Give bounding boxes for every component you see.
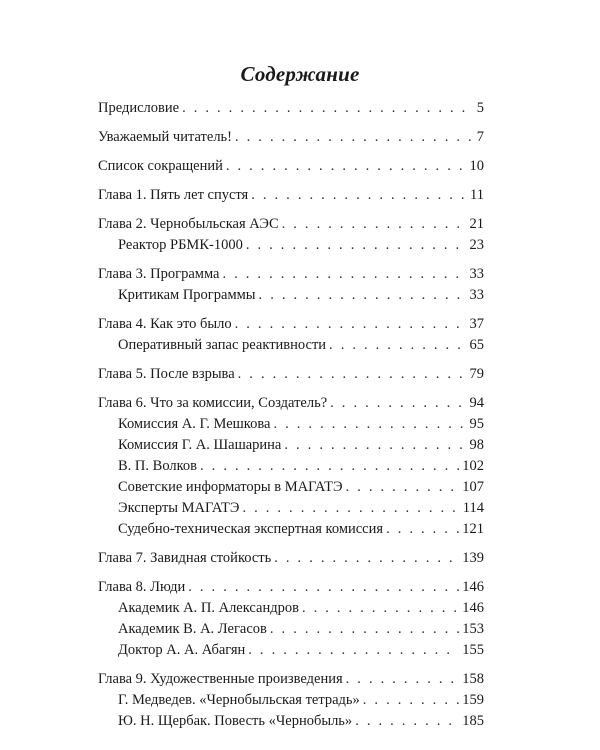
toc-page-number: 153 bbox=[462, 621, 484, 637]
toc-group bbox=[98, 393, 484, 540]
toc-entry-title: Глава 1. Пять лет спустя bbox=[98, 187, 249, 203]
dot-leader bbox=[238, 364, 467, 385]
toc-page-number: 121 bbox=[462, 521, 484, 537]
toc-page-number: 95 bbox=[469, 416, 484, 432]
toc-entry-title: Советские информаторы в МАГАТЭ bbox=[118, 479, 343, 495]
dot-leader bbox=[251, 185, 467, 206]
toc-group bbox=[98, 214, 484, 256]
toc-entry bbox=[98, 314, 484, 335]
dot-leader bbox=[222, 264, 466, 285]
toc-subentry bbox=[98, 690, 484, 711]
toc-page-number: 79 bbox=[469, 366, 484, 382]
toc-entry bbox=[98, 393, 484, 414]
toc-entry-title: Оперативный запас реактивности bbox=[118, 337, 327, 353]
toc-entry bbox=[98, 264, 484, 285]
toc-page-number: 146 bbox=[462, 600, 484, 616]
toc-subentry bbox=[98, 619, 484, 640]
toc-page-number: 155 bbox=[462, 642, 484, 658]
toc-page-number: 7 bbox=[476, 129, 484, 145]
toc-subentry bbox=[98, 285, 484, 306]
table-of-contents bbox=[98, 98, 484, 740]
toc-entry bbox=[98, 548, 484, 569]
toc-page-number: 146 bbox=[462, 579, 484, 595]
toc-subentry bbox=[98, 498, 484, 519]
toc-subentry bbox=[98, 414, 484, 435]
dot-leader bbox=[248, 640, 459, 661]
toc-page-number: 158 bbox=[462, 671, 484, 687]
toc-entry-title: Реактор РБМК-1000 bbox=[118, 237, 243, 253]
dot-leader bbox=[386, 519, 459, 540]
toc-page-number: 98 bbox=[469, 437, 484, 453]
toc-subentry bbox=[98, 456, 484, 477]
toc-entry-title: Г. Медведев. «Чернобыльская тетрадь» bbox=[118, 692, 360, 708]
dot-leader bbox=[200, 456, 459, 477]
toc-subentry bbox=[98, 711, 484, 732]
toc-entry bbox=[98, 364, 484, 385]
toc-group bbox=[98, 314, 484, 356]
dot-leader bbox=[246, 235, 467, 256]
toc-page-number: 5 bbox=[476, 100, 484, 116]
dot-leader bbox=[363, 690, 459, 711]
toc-page-number: 185 bbox=[462, 713, 484, 729]
toc-entry-title: Глава 4. Как это было bbox=[98, 316, 232, 332]
toc-entry-title: Глава 3. Программа bbox=[98, 266, 220, 282]
dot-leader bbox=[274, 548, 459, 569]
toc-entry bbox=[98, 98, 484, 119]
dot-leader bbox=[182, 98, 474, 119]
toc-entry-title: Комиссия А. Г. Мешкова bbox=[118, 416, 271, 432]
toc-page-number: 23 bbox=[469, 237, 484, 253]
toc-group bbox=[98, 669, 484, 732]
toc-subentry bbox=[98, 335, 484, 356]
toc-group bbox=[98, 98, 484, 119]
toc-subentry bbox=[98, 640, 484, 661]
toc-entry bbox=[98, 669, 484, 690]
toc-entry bbox=[98, 156, 484, 177]
toc-entry bbox=[98, 127, 484, 148]
dot-leader bbox=[259, 285, 467, 306]
dot-leader bbox=[330, 393, 466, 414]
toc-entry bbox=[98, 185, 484, 206]
toc-entry bbox=[98, 577, 484, 598]
toc-page-number: 37 bbox=[469, 316, 484, 332]
toc-subentry bbox=[98, 435, 484, 456]
toc-subentry bbox=[98, 519, 484, 540]
dot-leader bbox=[302, 598, 459, 619]
toc-group bbox=[98, 127, 484, 148]
toc-page-number: 107 bbox=[462, 479, 484, 495]
toc-entry-title: Эксперты МАГАТЭ bbox=[118, 500, 240, 516]
toc-subentry bbox=[98, 477, 484, 498]
toc-page-number: 65 bbox=[469, 337, 484, 353]
toc-entry-title: Глава 7. Завидная стойкость bbox=[98, 550, 272, 566]
dot-leader bbox=[273, 414, 466, 435]
toc-page-number: 102 bbox=[462, 458, 484, 474]
toc-subentry bbox=[98, 598, 484, 619]
toc-entry-title: Ю. Н. Щербак. Повесть «Чернобыль» bbox=[118, 713, 353, 729]
toc-entry-title: Уважаемый читатель! bbox=[98, 129, 232, 145]
dot-leader bbox=[242, 498, 459, 519]
dot-leader bbox=[188, 577, 459, 598]
toc-entry-title: Глава 5. После взрыва bbox=[98, 366, 235, 382]
dot-leader bbox=[270, 619, 459, 640]
toc-entry bbox=[98, 214, 484, 235]
toc-entry-title: Глава 8. Люди bbox=[98, 579, 186, 595]
toc-entry-title: Судебно-техническая экспертная комиссия bbox=[118, 521, 384, 537]
toc-entry-title: Глава 9. Художественные произведения bbox=[98, 671, 343, 687]
toc-page-number: 159 bbox=[462, 692, 484, 708]
dot-leader bbox=[346, 477, 460, 498]
toc-group bbox=[98, 185, 484, 206]
dot-leader bbox=[226, 156, 467, 177]
dot-leader bbox=[235, 127, 474, 148]
toc-page-number: 33 bbox=[469, 287, 484, 303]
dot-leader bbox=[346, 669, 460, 690]
toc-entry-title: В. П. Волков bbox=[118, 458, 198, 474]
toc-entry-title: Академик В. А. Легасов bbox=[118, 621, 267, 637]
toc-page-number: 21 bbox=[469, 216, 484, 232]
dot-leader bbox=[329, 335, 466, 356]
toc-entry-title: Глава 2. Чернобыльская АЭС bbox=[98, 216, 279, 232]
toc-group bbox=[98, 548, 484, 569]
dot-leader bbox=[282, 214, 467, 235]
toc-entry-title: Доктор А. А. Абагян bbox=[118, 642, 246, 658]
toc-entry-title: Критикам Программы bbox=[118, 287, 256, 303]
toc-page-number: 10 bbox=[469, 158, 484, 174]
page-title: Содержание bbox=[240, 62, 360, 86]
toc-entry-title: Академик А. П. Александров bbox=[118, 600, 299, 616]
toc-group bbox=[98, 156, 484, 177]
toc-page-number: 114 bbox=[462, 500, 484, 516]
toc-subentry bbox=[98, 235, 484, 256]
toc-entry-title: Список сокращений bbox=[98, 158, 223, 174]
toc-group bbox=[98, 264, 484, 306]
toc-page-number: 33 bbox=[469, 266, 484, 282]
toc-entry-title: Комиссия Г. А. Шашарина bbox=[118, 437, 282, 453]
toc-group bbox=[98, 577, 484, 661]
toc-page-number: 94 bbox=[469, 395, 484, 411]
toc-entry-title: Глава 6. Что за комиссии, Создатель? bbox=[98, 395, 328, 411]
dot-leader bbox=[355, 711, 459, 732]
dot-leader bbox=[284, 435, 466, 456]
dot-leader bbox=[235, 314, 467, 335]
toc-entry-title: Предисловие bbox=[98, 100, 180, 116]
toc-page-number: 11 bbox=[470, 187, 484, 203]
toc-page-number: 139 bbox=[462, 550, 484, 566]
toc-group bbox=[98, 364, 484, 385]
